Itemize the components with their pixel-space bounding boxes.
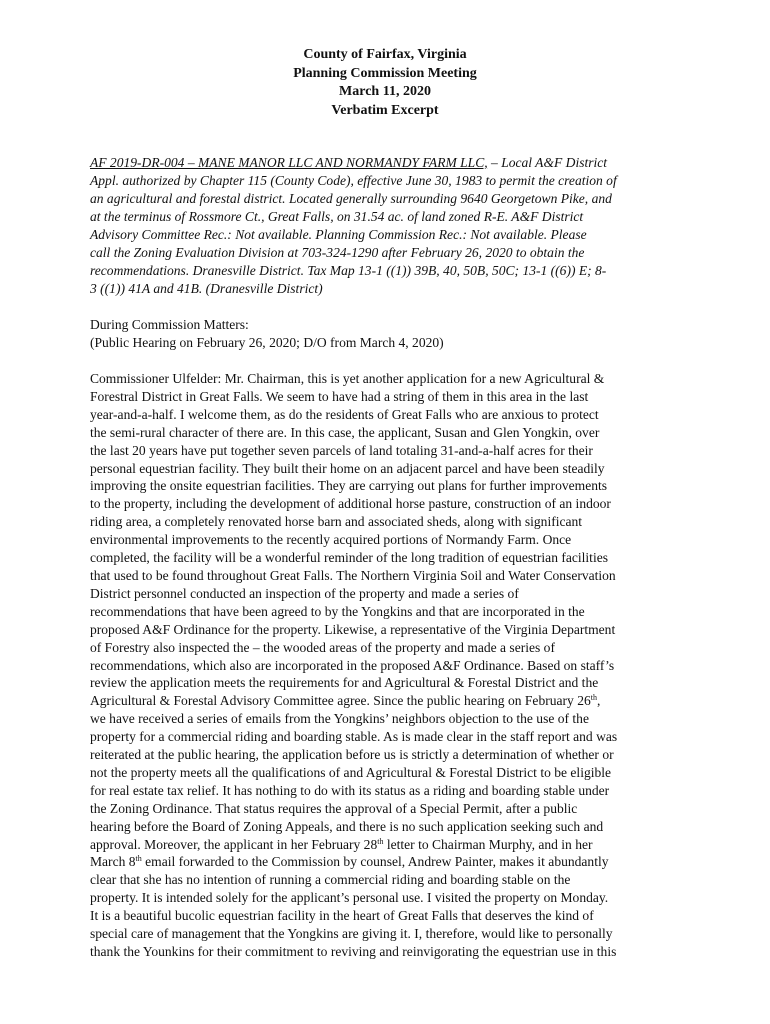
transcript-line: year-and-a-half. I welcome them, as do the residents of Great Falls who are anxious to protect: [90, 406, 599, 422]
ordinal-suffix: th: [135, 854, 142, 864]
header-county: County of Fairfax, Virginia: [303, 47, 467, 62]
transcript-line: for real estate tax relief. It has nothing to do with its status as a riding and boarding stable under: [90, 782, 610, 798]
transcript-line: proposed A&F Ordinance for the property. Likewise, a representative of the Virginia Department: [90, 621, 616, 637]
transcript-line: property for a commercial riding and boarding stable. As is made clear in the staff report and was: [90, 729, 618, 745]
transcript-line: review the application meets the requirements for and Agricultural & Forestal District and the: [90, 675, 599, 691]
ordinal-suffix: th: [377, 836, 384, 846]
transcript-line: It is a beautiful bucolic equestrian facility in the heart of Great Falls that deserves the kind of: [90, 908, 594, 924]
case-line: 3 ((1)) 41A and 41B. (Dranesville District): [90, 281, 323, 296]
transcript-line: riding area, a completely renovated horse barn and associated sheds, along with significant: [90, 514, 583, 530]
case-line: call the Zoning Evaluation Division at 703-324-1290 after February 26, 2020 to obtain the: [90, 245, 585, 260]
header-excerpt-type: Verbatim Excerpt: [331, 102, 439, 118]
header-date: March 11, 2020: [339, 84, 431, 99]
transcript-line: to the property, including the development of additional horse pasture, construction of an indoor: [90, 496, 611, 512]
matters-heading: During Commission Matters:: [90, 317, 249, 332]
commission-matters: [90, 316, 688, 352]
transcript-line: property. It is intended solely for the applicant’s personal use. I visited the property on Monday.: [90, 890, 609, 906]
header-meeting: Planning Commission Meeting: [293, 65, 477, 81]
case-line-1: AF 2019-DR-004 – MANE MANOR LLC AND NORMANDY FARM LLC, – Local A&F District: [90, 155, 608, 170]
case-id: AF 2019-DR-004 – MANE MANOR LLC AND NORMANDY FARM LLC,: [90, 155, 488, 170]
transcript-line: of Forestry also inspected the – the wooded areas of the property and made a series of: [90, 639, 555, 655]
transcript-line: Commissioner Ulfelder: Mr. Chairman, this is yet another application for a new Agricultural &: [90, 371, 605, 386]
document-header: [0, 46, 770, 120]
case-line: at the terminus of Rossmore Ct., Great Falls, on 31.54 ac. of land zoned R-E. A&F District: [90, 209, 584, 224]
case-line: Advisory Committee Rec.: Not available. Planning Commission Rec.: Not available. Please: [90, 227, 587, 242]
case-line: recommendations. Dranesville District. Tax Map 13-1 ((1)) 39B, 40, 50B, 50C; 13-1 ((6)) E; 8-: [90, 263, 607, 278]
matters-hearing-note: (Public Hearing on February 26, 2020; D/O from March 4, 2020): [90, 335, 444, 350]
transcript-line: the semi-rural character of there are. In this case, the applicant, Susan and Glen Yongkin, over: [90, 424, 600, 440]
transcript-line: District personnel conducted an inspection of the property and made a series of: [90, 585, 519, 601]
transcript-line: approval. Moreover, the applicant in her February 28th letter to Chairman Murphy, and in her: [90, 836, 593, 852]
case-line: an agricultural and forestal district. Located generally surrounding 9640 Georgetown Pike, and: [90, 191, 612, 206]
transcript-line: completed, the facility will be a wonderful reminder of the long tradition of equestrian facilities: [90, 550, 608, 566]
verbatim-transcript: [90, 370, 688, 961]
transcript-line: thank the Younkins for their commitment to reviving and reinvigorating the equestrian use in this: [90, 944, 617, 959]
transcript-line: recommendations, which also are incorporated in the proposed A&F Ordinance. Based on staff’s: [90, 657, 615, 673]
transcript-line: improving the onsite equestrian facilities. They are carrying out plans for further improvements: [90, 478, 608, 494]
transcript-line: Agricultural & Forestal Advisory Committee agree. Since the public hearing on February 26th,: [90, 693, 601, 709]
transcript-line: March 8th email forwarded to the Commission by counsel, Andrew Painter, makes it abundantly: [90, 854, 609, 870]
ordinal-suffix: th: [590, 693, 597, 703]
case-description: [90, 154, 688, 298]
transcript-line: the Zoning Ordinance. That status requires the approval of a Special Permit, after a public: [90, 800, 578, 816]
transcript-line: Forestral District in Great Falls. We seem to have had a string of them in this area in the last: [90, 388, 589, 404]
transcript-line: special care of management that the Yongkins are giving it. I, therefore, would like to personally: [90, 926, 613, 942]
transcript-line: reiterated at the public hearing, the application before us is strictly a determination of whether or: [90, 747, 614, 763]
transcript-line: not the property meets all the qualifications of and Agricultural & Forestal District to be eligible: [90, 764, 612, 780]
transcript-line: hearing before the Board of Zoning Appeals, and there is no such application seeking such and: [90, 818, 604, 834]
transcript-line: that used to be found throughout Great Falls. The Northern Virginia Soil and Water Conservation: [90, 567, 616, 583]
transcript-line: recommendations that have been agreed to by the Yongkins and that are incorporated in the: [90, 603, 585, 619]
transcript-line: environmental improvements to the recently acquired portions of Normandy Farm. Once: [90, 532, 572, 548]
case-line: Appl. authorized by Chapter 115 (County Code), effective June 30, 1983 to permit the creation of: [90, 173, 617, 188]
transcript-line: we have received a series of emails from the Yongkins’ neighbors objection to the use of the: [90, 711, 589, 727]
transcript-line: personal equestrian facility. They built their home on an adjacent parcel and have been steadily: [90, 460, 605, 476]
transcript-line: the last 20 years have put together seven parcels of land totaling 31-and-a-half acres for their: [90, 442, 593, 458]
transcript-line: clear that she has no intention of running a commercial riding and boarding stable on the: [90, 872, 571, 888]
